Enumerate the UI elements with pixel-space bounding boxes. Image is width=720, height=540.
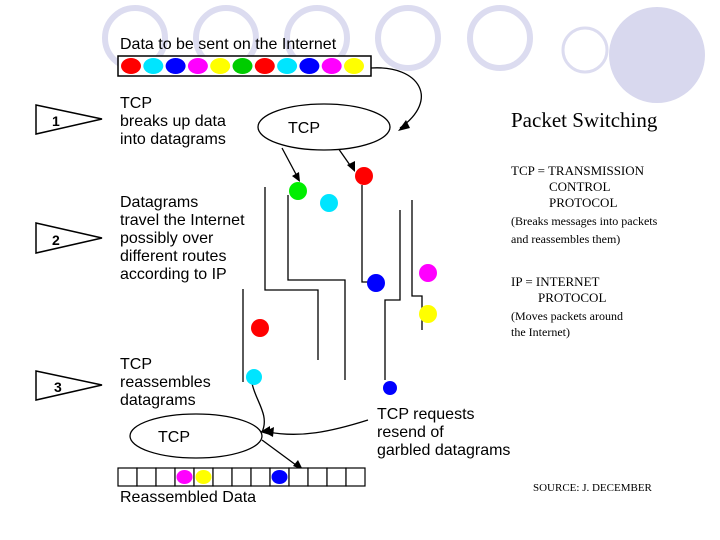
step-text-line: reassembles: [120, 374, 211, 391]
data-strip-dot: [166, 58, 186, 74]
decor-ring: [470, 8, 530, 68]
step-text-line: datagrams: [120, 392, 196, 409]
definition-line: (Moves packets around: [511, 309, 623, 323]
reassembled-strip: [118, 468, 365, 486]
data-strip-dot: [210, 58, 230, 74]
decor-ring: [378, 8, 438, 68]
data-strip-dot: [188, 58, 208, 74]
definition-line: PROTOCOL: [549, 195, 618, 210]
tcp-to-routes-arrow: [282, 148, 298, 178]
definition-line: PROTOCOL: [538, 290, 607, 305]
reassembled-cell: [346, 468, 365, 486]
tcp-definition: [511, 163, 658, 246]
data-title: Data to be sent on the Internet: [120, 36, 337, 53]
tcp-node-bottom: [130, 414, 262, 458]
step-2-number: 2: [52, 232, 60, 248]
garbled-datagram-dot: [383, 381, 397, 395]
resend-line: TCP requests: [377, 406, 475, 423]
datagram-dot: [367, 274, 385, 292]
reassembled-cell: [251, 468, 270, 486]
data-strip-dot: [299, 58, 319, 74]
data-strip-dot: [322, 58, 342, 74]
step-text-line: breaks up data: [120, 113, 226, 130]
data-strip-dot: [255, 58, 275, 74]
reassembled-cell: [289, 468, 308, 486]
reassembled-cell: [213, 468, 232, 486]
definition-line: and reassembles them): [511, 232, 621, 246]
definition-line: (Breaks messages into packets: [511, 214, 658, 228]
tcp-label: TCP: [158, 429, 190, 446]
route-line: [385, 210, 400, 380]
reassembled-dot: [272, 470, 288, 484]
datagram-dot: [355, 167, 373, 185]
reassembled-cell: [156, 468, 175, 486]
ip-definition: [511, 274, 623, 339]
data-strip-dot: [277, 58, 297, 74]
step-text-line: travel the Internet: [120, 212, 245, 229]
reassembled-cell: [327, 468, 346, 486]
tcp-to-reassembled-arrow: [262, 440, 300, 468]
step-1-number: 1: [52, 113, 60, 129]
step-text-line: possibly over: [120, 230, 214, 247]
datagram-dot: [289, 182, 307, 200]
route-line: [362, 185, 372, 282]
definition-line: TCP = TRANSMISSION: [511, 163, 645, 178]
definition-line: CONTROL: [549, 179, 611, 194]
resend-request-arrow: [268, 420, 368, 434]
definition-line: IP = INTERNET: [511, 274, 600, 289]
datagram-dot: [246, 369, 262, 385]
resend-note: [377, 406, 510, 459]
datagram-dot: [320, 194, 338, 212]
step-3-arrow: [36, 371, 102, 400]
reassembled-cell: [232, 468, 251, 486]
step-1-arrow: [36, 105, 102, 134]
step-text-line: into datagrams: [120, 131, 226, 148]
route-line: [288, 195, 345, 380]
route-line: [265, 187, 318, 360]
step-text-line: TCP: [120, 356, 152, 373]
step-text-line: TCP: [120, 95, 152, 112]
decor-ring: [563, 28, 607, 72]
data-strip: [118, 56, 371, 76]
slide-title: Packet Switching: [511, 108, 658, 132]
data-strip-dot: [121, 58, 141, 74]
datagram-dot: [419, 264, 437, 282]
datagram-dot: [419, 305, 437, 323]
step-text-line: according to IP: [120, 266, 227, 283]
reassembled-cell: [118, 468, 137, 486]
reassembled-cell: [137, 468, 156, 486]
source-credit: SOURCE: J. DECEMBER: [533, 482, 652, 494]
step-1-text: [120, 95, 226, 148]
data-strip-dot: [143, 58, 163, 74]
reassembled-cell: [308, 468, 327, 486]
step-text-line: different routes: [120, 248, 227, 265]
reassembled-dot: [196, 470, 212, 484]
decor-disc: [609, 7, 705, 103]
step-text-line: Datagrams: [120, 194, 199, 211]
definition-line: the Internet): [511, 325, 570, 339]
resend-line: resend of: [377, 424, 444, 441]
step-3-text: [120, 356, 211, 409]
data-strip-dot: [233, 58, 253, 74]
step-3-number: 3: [54, 379, 62, 395]
step-2-arrow: [36, 223, 102, 253]
tcp-ellipse: [258, 104, 390, 150]
decorative-circles: [105, 7, 705, 103]
reassembled-label: Reassembled Data: [120, 489, 257, 506]
datagrams: [246, 167, 437, 395]
datagram-dot: [251, 319, 269, 337]
step-2-text: [120, 194, 245, 283]
tcp-label: TCP: [288, 120, 320, 137]
resend-line: garbled datagrams: [377, 442, 511, 459]
data-strip-dot: [344, 58, 364, 74]
tcp-node-top: [258, 104, 390, 150]
tcp-ellipse: [130, 414, 262, 458]
reassembled-dot: [177, 470, 193, 484]
